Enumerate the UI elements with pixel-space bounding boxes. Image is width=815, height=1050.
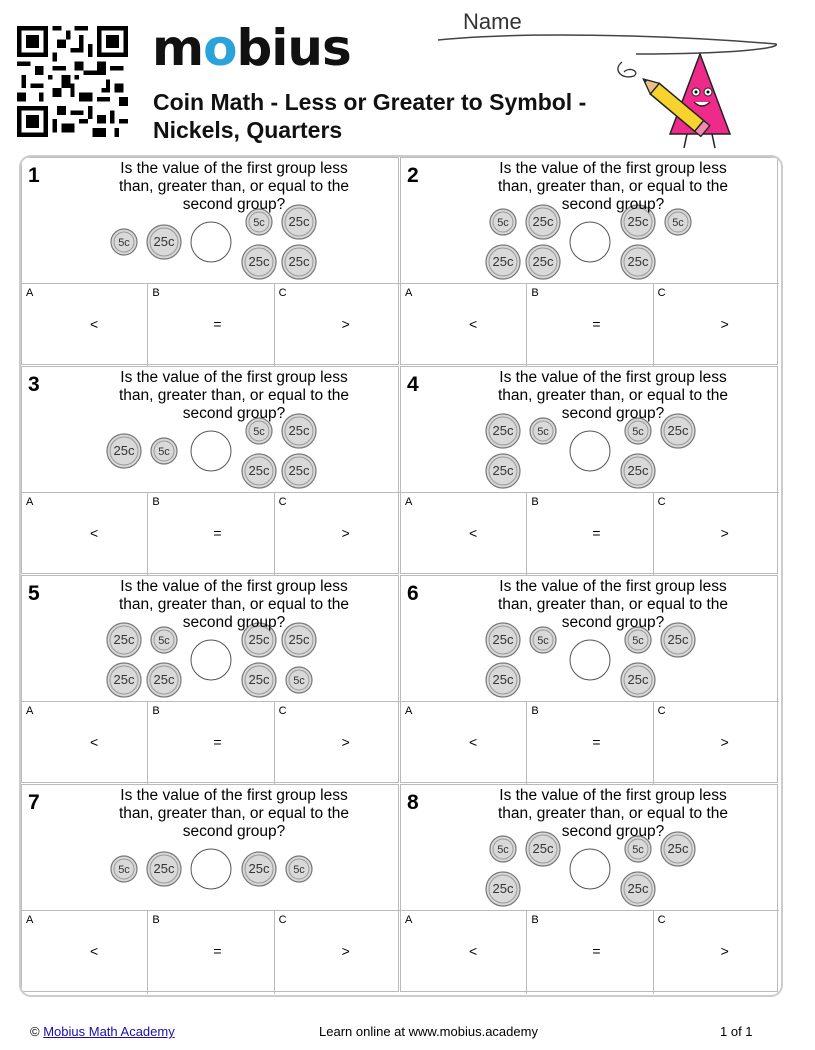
choice-symbol: >	[720, 943, 729, 959]
choice-symbol: >	[720, 525, 729, 541]
mobius-logo: mobius	[152, 19, 351, 77]
quarter-coin	[486, 663, 520, 697]
svg-text:25c: 25c	[113, 443, 135, 458]
quarter-coin	[242, 663, 276, 697]
svg-text:25c: 25c	[113, 632, 135, 647]
choice-c[interactable]	[275, 911, 400, 994]
quarter-coin	[242, 245, 276, 279]
question-text: Is the value of the first group less than, greater than, or equal to the second group?	[118, 578, 350, 631]
answer-choices	[401, 283, 779, 367]
choice-c[interactable]	[654, 493, 779, 576]
quarter-coin	[526, 245, 560, 279]
choice-symbol: =	[213, 943, 222, 959]
choice-symbol: <	[469, 525, 478, 541]
quarter-coin	[621, 454, 655, 488]
svg-text:25c: 25c	[248, 632, 270, 647]
answer-blank-circle	[191, 431, 231, 471]
svg-text:25c: 25c	[288, 254, 310, 269]
choice-b[interactable]	[527, 911, 653, 994]
answer-blank-circle	[570, 640, 610, 680]
answer-blank-circle	[191, 849, 231, 889]
svg-text:5c: 5c	[158, 635, 170, 647]
choice-symbol: <	[469, 316, 478, 332]
copyright-symbol: ©	[30, 1024, 40, 1039]
choice-a[interactable]	[22, 911, 148, 994]
choice-letter: B	[531, 705, 539, 717]
choice-letter: A	[26, 705, 34, 717]
nickel-coin	[286, 667, 312, 693]
svg-text:25c: 25c	[532, 841, 554, 856]
quarter-coin	[282, 245, 316, 279]
choice-c[interactable]	[275, 702, 400, 785]
choice-symbol: <	[90, 316, 99, 332]
svg-text:5c: 5c	[118, 237, 130, 249]
svg-text:25c: 25c	[492, 254, 514, 269]
choice-letter: B	[152, 287, 160, 299]
choice-symbol: <	[469, 943, 478, 959]
choice-a[interactable]	[401, 284, 527, 367]
svg-text:5c: 5c	[118, 864, 130, 876]
svg-text:5c: 5c	[158, 446, 170, 458]
answer-choices	[22, 910, 400, 994]
question-text: Is the value of the first group less than, greater than, or equal to the second group?	[118, 160, 350, 213]
choice-c[interactable]	[654, 284, 779, 367]
quarter-coin	[107, 434, 141, 468]
quarter-coin	[486, 872, 520, 906]
quarter-coin	[147, 663, 181, 697]
choice-letter: C	[278, 914, 287, 926]
svg-text:25c: 25c	[288, 214, 310, 229]
svg-text:25c: 25c	[532, 214, 554, 229]
choice-letter: C	[657, 705, 666, 717]
choice-letter: C	[657, 496, 666, 508]
problem-4	[400, 366, 778, 574]
svg-text:25c: 25c	[248, 463, 270, 478]
choice-letter: A	[405, 705, 413, 717]
quarter-coin	[147, 852, 181, 886]
choice-symbol: <	[469, 734, 478, 750]
problem-8	[400, 784, 778, 992]
choice-symbol: >	[341, 943, 350, 959]
svg-text:25c: 25c	[627, 254, 649, 269]
svg-text:5c: 5c	[253, 426, 265, 438]
choice-b[interactable]	[148, 493, 274, 576]
svg-text:25c: 25c	[153, 672, 175, 687]
nickel-coin	[111, 229, 137, 255]
svg-text:5c: 5c	[293, 864, 305, 876]
footer-center-text: Learn online at www.mobius.academy	[319, 1024, 538, 1039]
choice-symbol: <	[90, 943, 99, 959]
quarter-coin	[282, 454, 316, 488]
svg-text:25c: 25c	[667, 841, 689, 856]
choice-a[interactable]	[22, 284, 148, 367]
choice-letter: C	[657, 287, 666, 299]
answer-blank-circle	[191, 222, 231, 262]
choice-b[interactable]	[148, 284, 274, 367]
quarter-coin	[147, 225, 181, 259]
quarter-coin	[242, 454, 276, 488]
choice-c[interactable]	[275, 493, 400, 576]
svg-text:5c: 5c	[497, 217, 509, 229]
svg-text:25c: 25c	[627, 463, 649, 478]
problem-2	[400, 157, 778, 365]
problem-number: 7	[28, 791, 40, 814]
svg-text:5c: 5c	[632, 635, 644, 647]
svg-text:25c: 25c	[248, 861, 270, 876]
question-text: Is the value of the first group less than, greater than, or equal to the second group?	[497, 160, 729, 213]
choice-letter: A	[26, 496, 34, 508]
svg-text:25c: 25c	[627, 881, 649, 896]
problem-1	[21, 157, 399, 365]
choice-letter: C	[278, 287, 287, 299]
quarter-coin	[621, 663, 655, 697]
question-text: Is the value of the first group less than, greater than, or equal to the second group?	[497, 787, 729, 840]
mobius-academy-link[interactable]: Mobius Math Academy	[43, 1024, 175, 1039]
pencil-mascot-illustration	[612, 52, 737, 150]
svg-text:25c: 25c	[627, 214, 649, 229]
answer-blank-circle	[570, 849, 610, 889]
choice-b[interactable]	[527, 284, 653, 367]
choice-symbol: =	[592, 734, 601, 750]
question-text: Is the value of the first group less than, greater than, or equal to the second group?	[118, 369, 350, 422]
choice-letter: C	[278, 496, 287, 508]
choice-c[interactable]	[654, 702, 779, 785]
svg-text:25c: 25c	[492, 881, 514, 896]
answer-choices	[22, 701, 400, 785]
nickel-coin	[286, 856, 312, 882]
choice-letter: B	[531, 287, 539, 299]
problem-3	[21, 366, 399, 574]
choice-symbol: =	[592, 316, 601, 332]
svg-text:25c: 25c	[492, 672, 514, 687]
choice-symbol: <	[90, 525, 99, 541]
choice-b[interactable]	[527, 493, 653, 576]
answer-choices	[22, 283, 400, 367]
choice-symbol: =	[213, 316, 222, 332]
problem-number: 3	[28, 373, 40, 396]
svg-text:25c: 25c	[667, 632, 689, 647]
svg-text:25c: 25c	[627, 672, 649, 687]
choice-letter: A	[405, 496, 413, 508]
problem-7	[21, 784, 399, 992]
question-text: Is the value of the first group less than, greater than, or equal to the second group?	[497, 578, 729, 631]
choice-letter: A	[405, 914, 413, 926]
svg-text:25c: 25c	[532, 254, 554, 269]
choice-a[interactable]	[22, 702, 148, 785]
choice-symbol: =	[592, 943, 601, 959]
svg-text:25c: 25c	[113, 672, 135, 687]
quarter-coin	[621, 245, 655, 279]
choice-letter: B	[531, 914, 539, 926]
answer-blank-circle	[570, 431, 610, 471]
svg-text:5c: 5c	[497, 844, 509, 856]
svg-text:25c: 25c	[492, 423, 514, 438]
choice-symbol: <	[90, 734, 99, 750]
choice-b[interactable]	[148, 911, 274, 994]
svg-text:5c: 5c	[293, 675, 305, 687]
choice-symbol: >	[720, 734, 729, 750]
svg-text:25c: 25c	[492, 463, 514, 478]
svg-text:25c: 25c	[248, 672, 270, 687]
problem-number: 6	[407, 582, 419, 605]
choice-symbol: =	[213, 525, 222, 541]
choice-letter: A	[26, 287, 34, 299]
svg-text:5c: 5c	[537, 635, 549, 647]
problem-5	[21, 575, 399, 783]
svg-text:25c: 25c	[288, 463, 310, 478]
choice-letter: B	[152, 496, 160, 508]
choice-symbol: =	[213, 734, 222, 750]
answer-choices	[401, 492, 779, 576]
svg-text:5c: 5c	[672, 217, 684, 229]
quarter-coin	[486, 245, 520, 279]
problem-number: 8	[407, 791, 419, 814]
choice-symbol: >	[341, 316, 350, 332]
quarter-coin	[486, 454, 520, 488]
problem-6	[400, 575, 778, 783]
problem-number: 2	[407, 164, 419, 187]
svg-text:25c: 25c	[153, 861, 175, 876]
svg-text:5c: 5c	[537, 426, 549, 438]
choice-letter: B	[152, 705, 160, 717]
choice-b[interactable]	[527, 702, 653, 785]
worksheet-grid	[19, 155, 783, 997]
svg-text:25c: 25c	[288, 423, 310, 438]
svg-text:5c: 5c	[253, 217, 265, 229]
choice-a[interactable]	[401, 911, 527, 994]
answer-blank-circle	[570, 222, 610, 262]
nickel-coin	[151, 438, 177, 464]
answer-blank-circle	[191, 640, 231, 680]
choice-letter: B	[531, 496, 539, 508]
name-label: Name	[463, 9, 522, 34]
choice-letter: C	[278, 705, 287, 717]
choice-letter: C	[657, 914, 666, 926]
page-title: Coin Math - Less or Greater to Symbol - Nickels, Quarters	[153, 89, 587, 143]
choice-b[interactable]	[148, 702, 274, 785]
svg-text:25c: 25c	[153, 234, 175, 249]
svg-text:25c: 25c	[667, 423, 689, 438]
problem-number: 1	[28, 164, 40, 187]
choice-letter: A	[26, 914, 34, 926]
answer-choices	[401, 910, 779, 994]
choice-symbol: >	[341, 734, 350, 750]
problem-number: 5	[28, 582, 40, 605]
choice-c[interactable]	[275, 284, 400, 367]
svg-text:25c: 25c	[288, 632, 310, 647]
answer-choices	[401, 701, 779, 785]
footer-page-number: 1 of 1	[720, 1024, 753, 1039]
choice-c[interactable]	[654, 911, 779, 994]
choice-a[interactable]	[401, 493, 527, 576]
choice-letter: B	[152, 914, 160, 926]
choice-symbol: =	[592, 525, 601, 541]
choice-symbol: >	[720, 316, 729, 332]
svg-text:25c: 25c	[492, 632, 514, 647]
choice-a[interactable]	[401, 702, 527, 785]
question-text: Is the value of the first group less than, greater than, or equal to the second group?	[497, 369, 729, 422]
choice-symbol: >	[341, 525, 350, 541]
footer-copyright	[30, 1024, 175, 1039]
quarter-coin	[107, 663, 141, 697]
nickel-coin	[111, 856, 137, 882]
question-text: Is the value of the first group less than, greater than, or equal to the second group?	[118, 787, 350, 840]
problem-number: 4	[407, 373, 419, 396]
qr-code	[16, 26, 129, 137]
quarter-coin	[242, 852, 276, 886]
svg-text:25c: 25c	[248, 254, 270, 269]
svg-text:5c: 5c	[632, 426, 644, 438]
svg-text:5c: 5c	[632, 844, 644, 856]
choice-letter: A	[405, 287, 413, 299]
choice-a[interactable]	[22, 493, 148, 576]
answer-choices	[22, 492, 400, 576]
quarter-coin	[621, 872, 655, 906]
